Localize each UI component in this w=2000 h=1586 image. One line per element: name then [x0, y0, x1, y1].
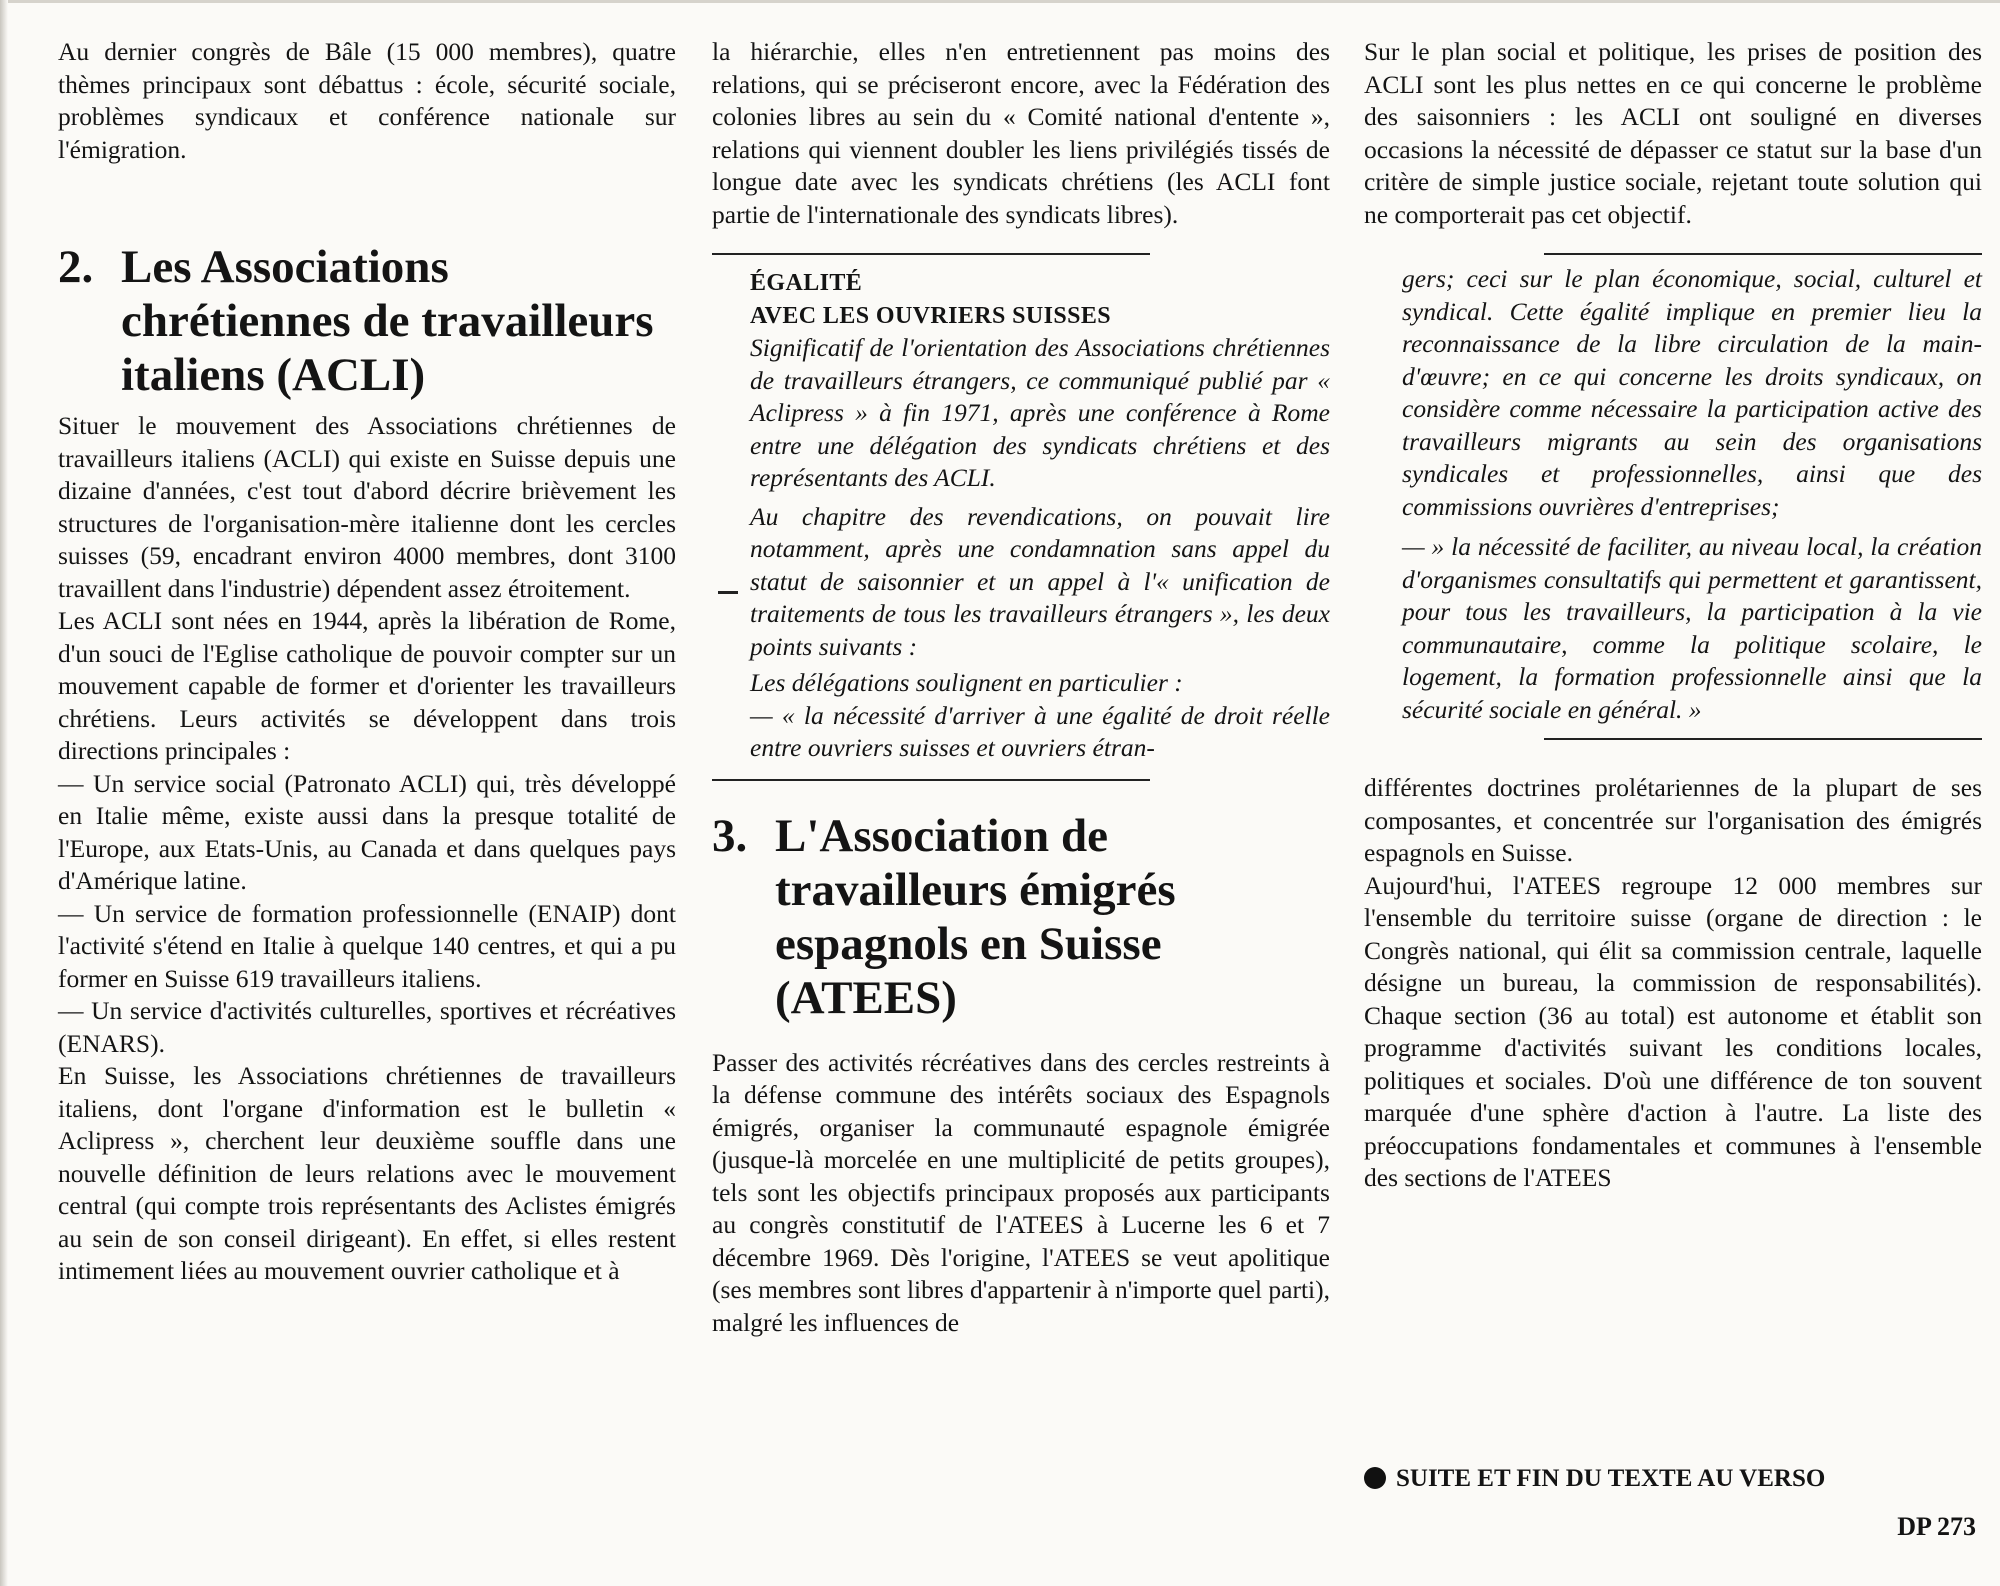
box-heading-line-1: ÉGALITÉ — [750, 270, 863, 296]
margin-dash-mark — [718, 591, 738, 594]
section-2-title: Les Associations chrétiennes de travailleurs italiens (ACLI) — [121, 241, 654, 401]
sidebar-box-continued — [1364, 263, 1982, 726]
box-paragraph: Les délégations soulignent en particulier : — [750, 668, 1183, 697]
body-paragraph: — Un service social (Patronato ACLI) qui, très développé en Italie même, existe aussi dans la presque totalité de l'Europe, aux Etats-Unis, au Canada et dans quelques pays d'Amérique latine. — [58, 768, 676, 895]
body-paragraph: différentes doctrines prolétariennes de la plupart de ses composantes, et concentrée sur l'organisation des émigrés espagnols en Suisse. — [1364, 773, 1982, 867]
continued-text: SUITE ET FIN DU TEXTE AU VERSO — [1396, 1465, 1826, 1492]
section-2-number: 2. — [58, 241, 94, 293]
bullet-icon — [1364, 1467, 1386, 1489]
column-3 — [1364, 36, 1982, 1195]
box-rule-bottom — [1544, 738, 1982, 740]
sidebar-box-egalite — [712, 267, 1330, 765]
body-paragraph: Situer le mouvement des Associations chrétiennes de travailleurs italiens (ACLI) qui existe en Suisse depuis une dizaine d'années, c'est tout d'abord décrire brièvement les structures de l'organisation-mère italienne dont les cercles suisses (59, encadrant environ 4000 membres, dont 3100 travaillent dans l'industrie) dépendent assez étroitement. — [58, 411, 676, 603]
page-top-edge — [0, 0, 2000, 3]
page-number: DP 273 — [1897, 1512, 1976, 1541]
box-paragraph: — « la nécessité d'arriver à une égalité de droit réelle entre ouvriers suisses et ouvriers étran- — [750, 700, 1330, 762]
body-paragraph: la hiérarchie, elles n'en entretiennent pas moins des relations, qui se préciseront encore, avec la Fédération des colonies libres au sein du « Comité national d'entente », relations qui viennent doubler les liens privilégiés tissés de longue date avec les syndicats chrétiens (les ACLI font partie de l'internationale des syndicats libres). — [712, 37, 1330, 229]
column-2 — [712, 36, 1330, 1339]
body-paragraph: Sur le plan social et politique, les prises de position des ACLI sont les plus nettes en ce qui concerne le problème des saisonniers : les ACLI ont souligné en diverses occasions la nécessité de dépasser ce statut sur la base d'un critère de simple justice sociale, rejetant toute solution qui ne comporterait pas cet objectif. — [1364, 37, 1982, 229]
box-paragraph: Significatif de l'orientation des Associations chrétiennes de travailleurs étrangers, ce communiqué publié par « Aclipress » à fin 1971, après une conférence à Rome entre une délégation des syndicats chrétiens et des représentants des ACLI. — [750, 333, 1330, 492]
box-paragraph: gers; ceci sur le plan économique, social, culturel et syndical. Cette égalité implique en premier lieu la reconnaissance de la libre circulation de la main-d'œuvre; en ce qui concerne les droits syndicaux, on considère comme nécessaire la participation active des travailleurs migrants au sein des organisations syndicales et professionnelles, ainsi que des commissions ouvrières d'entreprises; — [1402, 264, 1982, 521]
body-paragraph: — Un service d'activités culturelles, sportives et récréatives (ENARS). — [58, 996, 676, 1058]
section-2-heading — [58, 240, 676, 402]
column-1 — [58, 36, 676, 1288]
continued-note — [1364, 1465, 1825, 1493]
box-rule-bottom — [712, 779, 1150, 781]
box-rule-top — [1544, 253, 1982, 255]
box-rule-top — [712, 253, 1150, 255]
body-paragraph: Passer des activités récréatives dans des cercles restreints à la défense commune des intérêts sociaux des Espagnols émigrés, organiser la communauté espagnole émigrée (jusque-là morcelée en une multiplicité de petits groupes), tels sont les objectifs principaux proposés aux participants au congrès constitutif de l'ATEES à Lucerne les 6 et 7 décembre 1969. Dès l'origine, l'ATEES se veut apolitique (ses membres sont libres d'appartenir à n'importe quel parti), malgré les influences de — [712, 1047, 1330, 1337]
body-paragraph: Les ACLI sont nées en 1944, après la libération de Rome, d'un souci de l'Eglise catholique de pouvoir compter sur un mouvement capable de former et d'orienter les travailleurs chrétiens. Leurs activités se développent dans trois directions principales : — [58, 606, 676, 765]
body-paragraph: En Suisse, les Associations chrétiennes de travailleurs italiens, dont l'organe d'information est le bulletin « Aclipress », cherchent leur deuxième souffle dans une nouvelle définition de leurs relations avec le mouvement central (qui compte trois représentants des Aclistes émigrés au sein de son conseil dirigeant). En effet, si elles restent intimement liées au mouvement ouvrier catholique et à — [58, 1061, 676, 1285]
box-heading-line-2: AVEC LES OUVRIERS SUISSES — [750, 302, 1112, 329]
box-paragraph: Au chapitre des revendications, on pouvait lire notamment, après une condamnation sans appel du statut de saisonnier et un appel à l'« unification de traitements de tous les travailleurs étrangers », les deux points suivants : — [750, 501, 1330, 661]
page-left-edge — [0, 0, 8, 1586]
box-paragraph: — » la nécessité de faciliter, au niveau local, la création d'organismes consultatifs qui permettent et garantissent, pour tous les travailleurs, la participation à la vie communautaire, comme la politique scolaire, le logement, la formation professionnelle ainsi que la sécurité sociale en général. » — [1402, 532, 1982, 724]
body-paragraph: Aujourd'hui, l'ATEES regroupe 12 000 membres sur l'ensemble du territoire suisse (organe de direction : le Congrès national, qui élit sa commission centrale, laquelle désigne un bureau, la commission de responsabilités). Chaque section (36 au total) est autonome et établit son programme d'activités suivant les conditions locales, politiques et sociales. D'où une différence de ton souvent marquée d'une sphère d'action à l'autre. La liste des préoccupations fondamentales et communes à l'ensemble des sections de l'ATEES — [1364, 870, 1982, 1192]
section-3-heading — [712, 809, 1330, 1025]
section-3-title: L'Association de travailleurs émigrés espagnols en Suisse (ATEES) — [775, 809, 1176, 1024]
section-3-number: 3. — [712, 809, 748, 862]
intro-paragraph: Au dernier congrès de Bâle (15 000 membres), quatre thèmes principaux sont débattus : école, sécurité sociale, problèmes syndicaux et conférence nationale sur l'émigration. — [58, 37, 676, 164]
body-paragraph: — Un service de formation professionnelle (ENAIP) dont l'activité s'étend en Italie à quelque 140 centres, et qui a pu former en Suisse 619 travailleurs italiens. — [58, 898, 676, 993]
